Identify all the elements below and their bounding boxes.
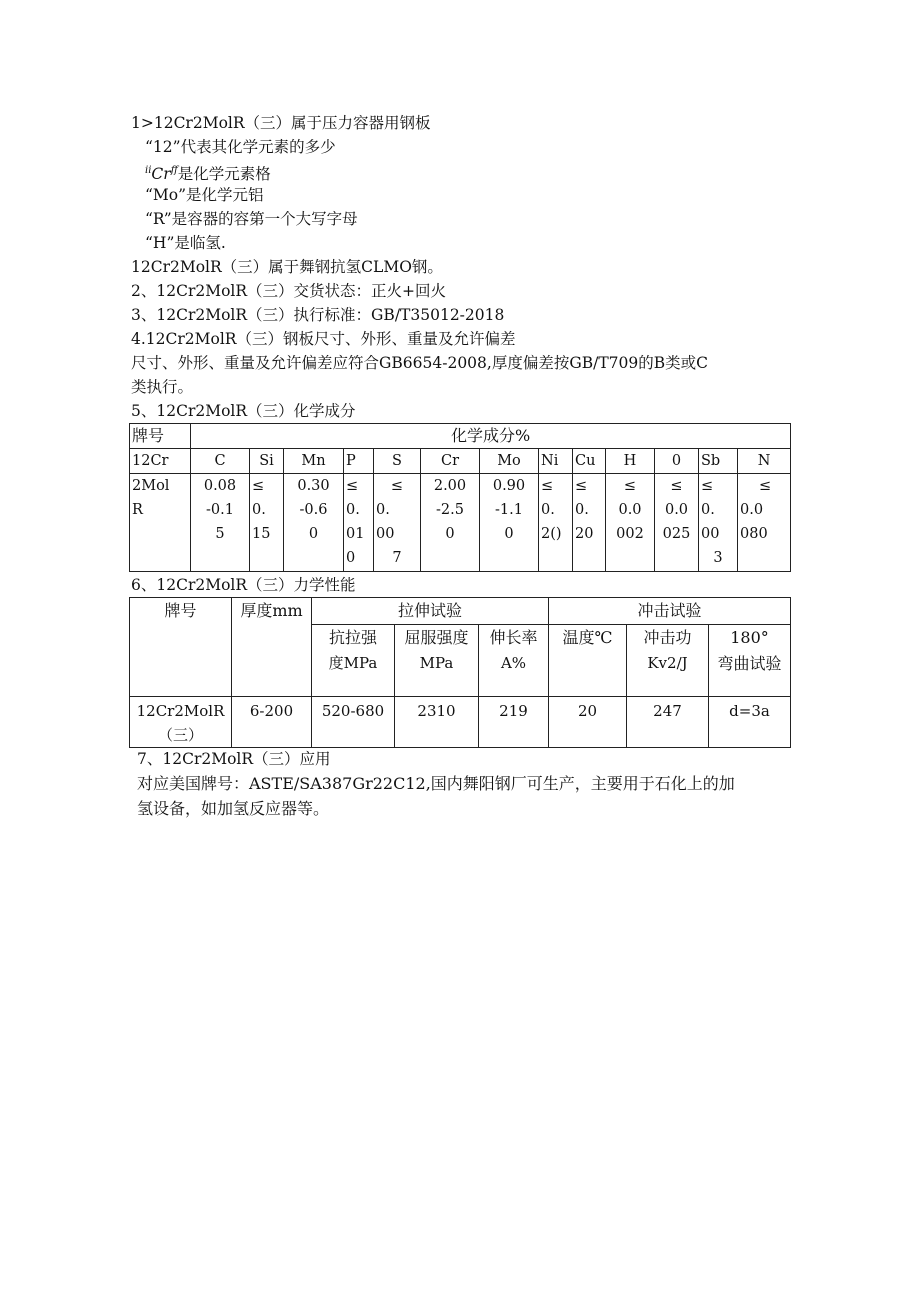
mechanical-properties-table xyxy=(129,597,791,748)
element-si: Si xyxy=(250,449,284,474)
element-s: S xyxy=(374,449,421,474)
header-line: 抗拉强 xyxy=(328,628,377,647)
mech-thickness-value: 6-200 xyxy=(232,697,312,748)
header-line: 度MPa xyxy=(328,654,378,672)
intro-superscript: ff xyxy=(170,165,178,176)
value-line: 00 xyxy=(701,526,720,542)
value-p xyxy=(344,474,374,572)
elongation-header xyxy=(479,625,549,697)
element-h: H xyxy=(606,449,655,474)
value-line: 0.30 xyxy=(297,478,330,494)
value-mn xyxy=(284,474,344,572)
chem-brand-header: 牌号 xyxy=(130,424,191,449)
value-line: 0.0 xyxy=(664,502,689,518)
value-line: 0.0 xyxy=(618,502,642,518)
value-line: 2.00 xyxy=(433,478,467,494)
section-heading: 6、12Cr2MolR（三）力学性能 xyxy=(131,576,356,594)
intro-line: 12Cr2MolR（三）属于舞钢抗氢CLMO钢。 xyxy=(131,258,443,276)
value-line: 0.90 xyxy=(492,478,526,494)
intro-line: “R”是容器的容第一个大写字母 xyxy=(145,210,358,228)
intro-heading: 1>12Cr2MolR（三）属于压力容器用钢板 xyxy=(131,114,431,132)
brand-line: 12Cr2MolR xyxy=(136,702,225,720)
value-si xyxy=(250,474,284,572)
mech-data-row xyxy=(130,697,791,748)
value-line: 0. xyxy=(701,502,715,518)
value-line: 0.0 xyxy=(740,502,764,518)
value-line: 5 xyxy=(215,526,225,542)
body-paragraph: 尺寸、外形、重量及允许偏差应符合GB6654-2008,厚度偏差按GB/T709的B类或C xyxy=(131,354,708,372)
mech-brand-cell xyxy=(130,697,232,748)
header-line: 180° xyxy=(730,628,769,647)
value-line: 0 xyxy=(445,526,455,542)
mech-thickness-header: 厚度mm xyxy=(232,598,312,697)
mech-impact-header: 冲击试验 xyxy=(549,598,791,625)
chem-value-row xyxy=(130,474,791,572)
section-heading: 4.12Cr2MolR（三）钢板尺寸、外形、重量及允许偏差 xyxy=(131,330,516,348)
value-line: ≤ xyxy=(252,478,265,494)
value-line: 7 xyxy=(392,550,402,566)
chem-brand-line: 12Cr xyxy=(130,449,191,474)
value-line: 025 xyxy=(662,526,691,542)
tensile-strength-header xyxy=(312,625,395,697)
value-line: 01 xyxy=(346,526,365,542)
value-line: ≤ xyxy=(670,478,683,494)
element-mn: Mn xyxy=(284,449,344,474)
value-line: 00 xyxy=(376,526,395,542)
value-line: -0.1 xyxy=(206,502,234,518)
value-s xyxy=(374,474,421,572)
header-line: 冲击功 xyxy=(643,628,692,647)
header-line: 弯曲试验 xyxy=(717,654,782,673)
body-paragraph: 氢设备，如加氢反应器等。 xyxy=(137,799,330,818)
chem-header-row xyxy=(130,424,791,449)
mech-header-row xyxy=(130,598,791,625)
mech-tensile-header: 拉伸试验 xyxy=(312,598,549,625)
value-line: 0 xyxy=(308,526,319,542)
value-line: 20 xyxy=(575,526,594,542)
element-p: P xyxy=(344,449,374,474)
brand-line: （三） xyxy=(157,726,203,744)
chem-group-header: 化学成分% xyxy=(191,424,791,449)
value-line: 0. xyxy=(541,502,555,518)
intro-line xyxy=(145,160,271,185)
temperature-header: 温度℃ xyxy=(549,625,627,697)
value-line: -2.5 xyxy=(436,502,464,518)
section-heading: 7、12Cr2MolR（三）应用 xyxy=(137,750,331,768)
intro-cr: Cr xyxy=(151,165,171,184)
mech-brand-header: 牌号 xyxy=(130,598,232,697)
value-line: 0. xyxy=(376,502,390,518)
value-line: 0. xyxy=(252,502,266,518)
header-line: A% xyxy=(500,654,527,672)
intro-line: “H”是临氢. xyxy=(145,234,226,252)
value-line: ≤ xyxy=(390,478,404,494)
bend-test-header xyxy=(709,625,791,697)
element-cu: Cu xyxy=(573,449,606,474)
elongation-value: 219 xyxy=(479,697,549,748)
impact-energy-header xyxy=(627,625,709,697)
intro-line: “12”代表其化学元素的多少 xyxy=(145,138,336,156)
section-heading: 3、12Cr2MolR（三）执行标准：GB/T35012-2018 xyxy=(131,306,505,324)
header-line: MPa xyxy=(419,654,454,672)
body-paragraph: 对应美国牌号：ASTE/SA387Gr22C12,国内舞阳钢厂可生产，主要用于石化上的加 xyxy=(137,774,735,793)
element-c: C xyxy=(191,449,250,474)
value-line: ≤ xyxy=(541,478,554,494)
element-cr: Cr xyxy=(421,449,480,474)
header-line: 屈服强度 xyxy=(404,628,469,647)
chem-element-row xyxy=(130,449,791,474)
temperature-value: 20 xyxy=(549,697,627,748)
element-o: 0 xyxy=(655,449,699,474)
tensile-strength-value: 520-680 xyxy=(312,697,395,748)
element-ni: Ni xyxy=(539,449,573,474)
chem-brand-cell xyxy=(130,474,191,572)
chemical-composition-table xyxy=(129,423,791,572)
intro-text: 是化学元素格 xyxy=(177,165,271,184)
element-sb: Sb xyxy=(699,449,738,474)
value-line: 0 xyxy=(504,526,514,542)
value-cr xyxy=(421,474,480,572)
value-line: -1.1 xyxy=(495,502,523,518)
header-line: 伸长率 xyxy=(489,628,538,647)
value-line: 0. xyxy=(346,502,360,518)
value-cu xyxy=(573,474,606,572)
value-sb xyxy=(699,474,738,572)
value-c xyxy=(191,474,250,572)
value-line: 0 xyxy=(346,550,356,566)
section-heading: 2、12Cr2MolR（三）交货状态：正火+回火 xyxy=(131,282,447,300)
value-mo xyxy=(480,474,539,572)
value-line: ≤ xyxy=(759,478,772,494)
value-h xyxy=(606,474,655,572)
value-line: 0.08 xyxy=(203,478,237,494)
value-line: -0.6 xyxy=(299,502,328,518)
value-line: 15 xyxy=(252,526,271,542)
yield-strength-header xyxy=(395,625,479,697)
chem-brand-line: 2Mol xyxy=(132,478,170,494)
value-line: 002 xyxy=(616,526,644,542)
impact-energy-value: 247 xyxy=(627,697,709,748)
value-line: 080 xyxy=(740,526,768,542)
element-n: N xyxy=(738,449,791,474)
bend-test-value: d=3a xyxy=(709,697,791,748)
value-ni xyxy=(539,474,573,572)
value-line: 2() xyxy=(541,526,562,542)
value-line: ≤ xyxy=(701,478,714,494)
value-line: 0. xyxy=(575,502,589,518)
value-line: ≤ xyxy=(575,478,588,494)
section-heading: 5、12Cr2MolR（三）化学成分 xyxy=(131,402,356,420)
element-mo: Mo xyxy=(480,449,539,474)
value-line: 3 xyxy=(713,550,723,566)
intro-line: “Mo”是化学元铝 xyxy=(145,186,264,204)
intro-superscript: ii xyxy=(145,165,152,176)
chem-brand-line: R xyxy=(132,502,143,518)
yield-strength-value: 2310 xyxy=(395,697,479,748)
value-o xyxy=(655,474,699,572)
body-paragraph: 类执行。 xyxy=(131,378,194,396)
header-line: Kv2/J xyxy=(647,654,688,672)
value-n xyxy=(738,474,791,572)
value-line: ≤ xyxy=(346,478,359,494)
value-line: ≤ xyxy=(623,478,637,494)
